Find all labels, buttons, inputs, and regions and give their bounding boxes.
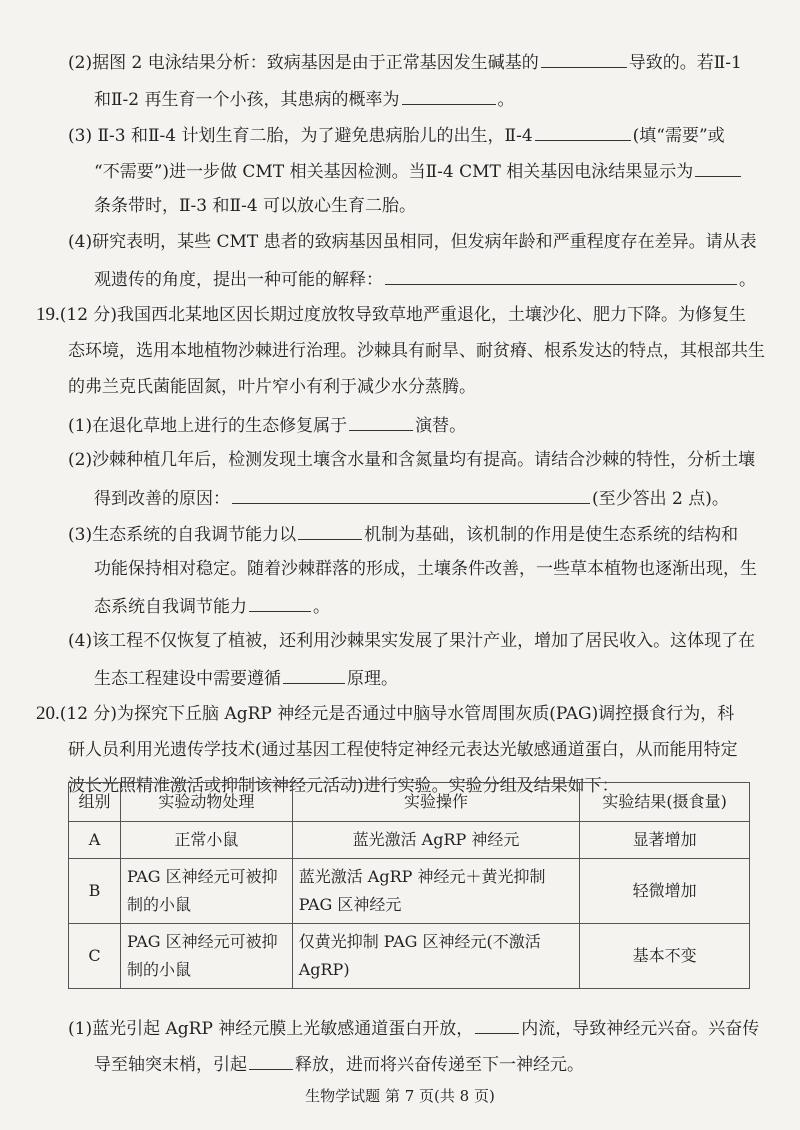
table-cell: PAG 区神经元可被抑制的小鼠	[120, 924, 292, 989]
table-header: 实验结果(摄食量)	[580, 783, 750, 822]
answer-blank[interactable]	[283, 665, 345, 684]
table-cell: 仅黄光抑制 PAG 区神经元(不激活 AgRP)	[292, 924, 580, 989]
experiment-table	[68, 782, 750, 989]
q20-part1-line2: 导至轴突末梢，引起 释放，进而将兴奋传递至下一神经元。	[94, 1051, 584, 1077]
answer-blank[interactable]	[232, 485, 590, 504]
table-cell: C	[69, 924, 121, 989]
table-cell: A	[69, 822, 121, 859]
q19-part3-line1: (3)生态系统的自我调节能力以 机制为基础，该机制的作用是使生态系统的结构和	[68, 521, 738, 547]
table-cell: 蓝光激活 AgRP 神经元＋黄光抑制 PAG 区神经元	[292, 859, 580, 924]
q20-intro-line2: 研人员利用光遗传学技术(通过基因工程使特定神经元表达光敏感通道蛋白，从而能用特定	[68, 740, 738, 760]
answer-blank[interactable]	[695, 158, 741, 177]
table-header: 实验动物处理	[120, 783, 292, 822]
q20-part1-line1: (1)蓝光引起 AgRP 神经元膜上光敏感通道蛋白开放， 内流，导致神经元兴奋。兴奋传	[68, 1015, 759, 1041]
q18-part2-line1: (2)据图 2 电泳结果分析：致病基因是由于正常基因发生碱基的 导致的。若Ⅱ-1	[68, 49, 742, 75]
table-cell: 显著增加	[580, 822, 750, 859]
q20-intro-line3: 波长光照精准激活或抑制该神经元活动)进行实验。实验分组及结果如下：	[68, 776, 619, 796]
q18-part2-line2: 和Ⅱ-2 再生育一个小孩，其患病的概率为 。	[94, 86, 515, 112]
q19-number: 19.	[36, 304, 60, 325]
q18-part3-line3: 条条带时，Ⅱ-3 和Ⅱ-4 可以放心生育二胎。	[94, 196, 417, 216]
table-header: 实验操作	[292, 783, 580, 822]
table-cell: PAG 区神经元可被抑制的小鼠	[120, 859, 292, 924]
answer-blank[interactable]	[249, 593, 311, 612]
answer-blank[interactable]	[541, 49, 627, 68]
answer-blank[interactable]	[349, 412, 413, 431]
answer-blank[interactable]	[402, 86, 496, 105]
q18-part4-line2: 观遗传的角度，提出一种可能的解释： 。	[94, 266, 756, 292]
table-cell: B	[69, 859, 121, 924]
q19-part4-line2: 生态工程建设中需要遵循 原理。	[94, 665, 398, 691]
table-header: 组别	[69, 783, 121, 822]
q19-part2-line1: (2)沙棘种植几年后，检测发现土壤含水量和含氮量均有提高。请结合沙棘的特性，分析土壤	[68, 450, 756, 470]
q19-intro-line3: 的弗兰克氏菌能固氮，叶片窄小有利于减少水分蒸腾。	[68, 377, 476, 397]
table-cell: 轻微增加	[580, 859, 750, 924]
table-cell: 正常小鼠	[120, 822, 292, 859]
page-footer: 生物学试题 第 7 页(共 8 页)	[305, 1087, 495, 1105]
table-row	[69, 924, 750, 989]
q19-part3-line3: 态系统自我调节能力 。	[94, 593, 330, 619]
q19-intro-line1: 19.(12 分)我国西北某地区因长期过度放牧导致草地严重退化，土壤沙化、肥力下降。为修复生	[36, 304, 747, 325]
q18-part4-line1: (4)研究表明，某些 CMT 患者的致病基因虽相同，但发病年龄和严重程度存在差异。请从表	[68, 232, 757, 252]
answer-blank[interactable]	[385, 266, 737, 285]
table-row	[69, 822, 750, 859]
table-cell: 基本不变	[580, 924, 750, 989]
table-header-row	[69, 783, 750, 822]
q19-intro-line2: 态环境，选用本地植物沙棘进行治理。沙棘具有耐旱、耐贫瘠、根系发达的特点，其根部共生	[68, 341, 765, 361]
q19-part2-line2: 得到改善的原因： (至少答出 2 点)。	[94, 485, 729, 511]
q18-part3-line1: (3) Ⅱ-3 和Ⅱ-4 计划生育二胎，为了避免患病胎儿的出生，Ⅱ-4 (填“需要”或	[68, 122, 725, 148]
q18-part3-line2: “不需要”)进一步做 CMT 相关基因检测。当Ⅱ-4 CMT 相关基因电泳结果显示为	[94, 158, 743, 184]
table-cell: 蓝光激活 AgRP 神经元	[292, 822, 580, 859]
q20-intro-line1: 20.(12 分)为探究下丘脑 AgRP 神经元是否通过中脑导水管周围灰质(PAG)调控摄食行为，科	[36, 703, 735, 724]
answer-blank[interactable]	[475, 1015, 519, 1034]
q20-number: 20.	[36, 703, 60, 724]
q19-part3-line2: 功能保持相对稳定。随着沙棘群落的形成，土壤条件改善，一些草本植物也逐渐出现，生	[94, 559, 757, 579]
answer-blank[interactable]	[249, 1051, 293, 1070]
answer-blank[interactable]	[298, 521, 362, 540]
table-row	[69, 859, 750, 924]
answer-blank[interactable]	[535, 122, 631, 141]
q19-part1: (1)在退化草地上进行的生态修复属于 演替。	[68, 412, 466, 438]
q19-part4-line1: (4)该工程不仅恢复了植被，还利用沙棘果实发展了果汁产业，增加了居民收入。这体现了在	[68, 631, 756, 651]
